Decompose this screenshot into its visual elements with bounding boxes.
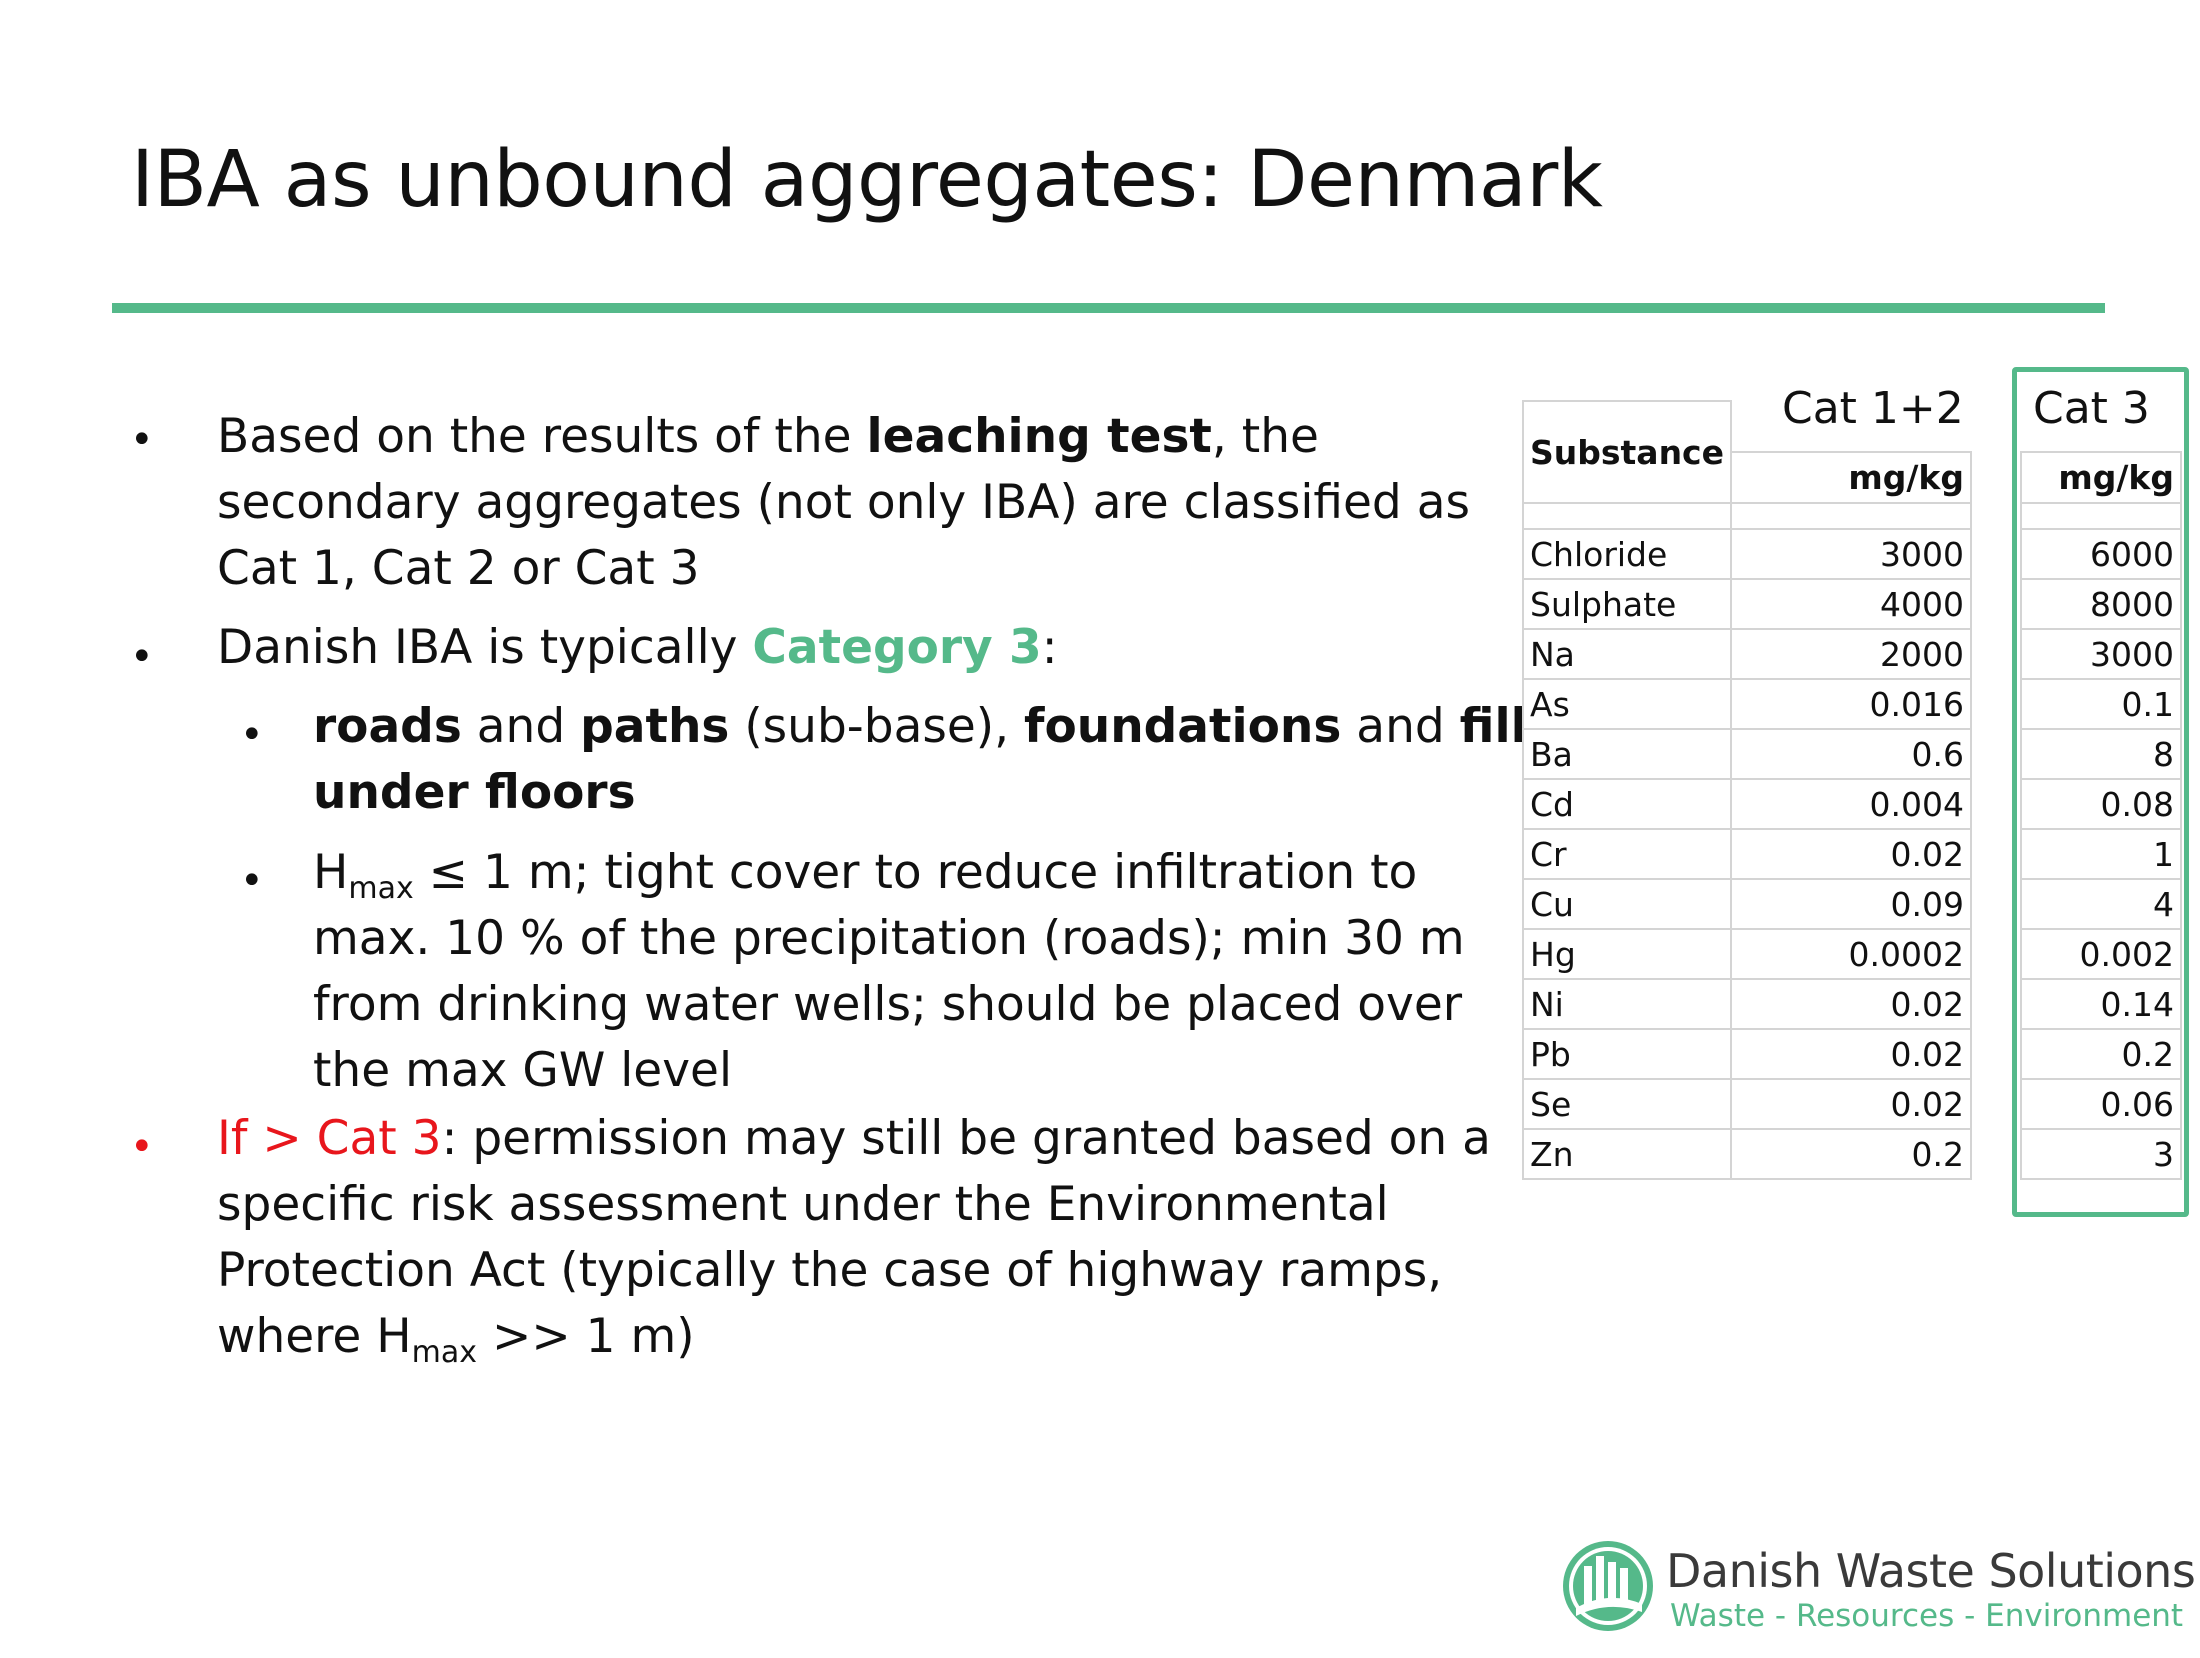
bullet-3-line-4: where $H_{max} >> 1$ m)	[217, 1309, 695, 1370]
cat-3-value: 0.1	[2021, 679, 2181, 729]
cat-3-value: 1	[2021, 829, 2181, 879]
substance-cell: Ni	[1523, 979, 1731, 1029]
cat-3-value: 0.2	[2021, 1029, 2181, 1079]
title-divider	[112, 303, 2105, 313]
logo-tagline: Waste - Resources - Environment	[1670, 1598, 2184, 1634]
bullet-dot: •	[130, 634, 154, 680]
cat-1-2-value: 0.02	[1731, 1029, 1971, 1079]
substance-cell: Se	[1523, 1079, 1731, 1129]
cat-1-2-value: 4000	[1731, 579, 1971, 629]
sub-bullet-2-line-3: from drinking water wells; should be placed over	[313, 977, 1463, 1032]
cat-1-2-value: 0.02	[1731, 979, 1971, 1029]
cat-3-value: 3	[2021, 1129, 2181, 1179]
sub-bullet-2-line-1: $H_{max} \le 1$ m; tight cover to reduce infiltration to	[313, 845, 1418, 906]
danish-waste-solutions-logo-icon	[1560, 1538, 1656, 1634]
leaching-test-emphasis: leaching test	[866, 409, 1212, 464]
cat-1-2-value: 0.2	[1731, 1129, 1971, 1179]
cat-3-heading: Cat 3	[2033, 383, 2150, 434]
bullet-3-line-3: Protection Act (typically the case of highway ramps,	[217, 1243, 1443, 1298]
cat-1-2-value: 0.02	[1731, 1079, 1971, 1129]
sub-bullet-1-line-1: roads and paths (sub-base), foundations and fill	[313, 699, 1527, 754]
cat-1-2-value: 2000	[1731, 629, 1971, 679]
category-3-highlight: Category 3	[752, 620, 1042, 675]
substance-cell: Cr	[1523, 829, 1731, 879]
above-cat-3-warning: If > Cat 3	[217, 1111, 442, 1166]
bullet-1-line-2: secondary aggregates (not only IBA) are classified as	[217, 475, 1470, 530]
substance-cell: Cu	[1523, 879, 1731, 929]
cat-1-2-value: 3000	[1731, 529, 1971, 579]
unit-cat-3: mg/kg	[2021, 452, 2181, 503]
cat-1-2-value: 0.6	[1731, 729, 1971, 779]
sub-bullet-1-line-2: under floors	[313, 765, 636, 820]
substance-cell: Chloride	[1523, 529, 1731, 579]
logo-name: Danish Waste Solutions	[1666, 1544, 2196, 1598]
substance-cell: Ba	[1523, 729, 1731, 779]
cat-3-value: 0.08	[2021, 779, 2181, 829]
cat-1-2-value: 0.016	[1731, 679, 1971, 729]
sub-bullet-dot: •	[240, 858, 264, 904]
unit-cat-1-2: mg/kg	[1731, 452, 1971, 503]
bullet-2-line-1: Danish IBA is typically Category 3:	[217, 620, 1058, 675]
substance-cell: Sulphate	[1523, 579, 1731, 629]
bullet-3-line-2: specific risk assessment under the Environmental	[217, 1177, 1389, 1232]
bullet-3-line-1: If > Cat 3: permission may still be granted based on a	[217, 1111, 1491, 1166]
cat-3-value: 0.002	[2021, 929, 2181, 979]
cat-3-value: 4	[2021, 879, 2181, 929]
cat-1-2-heading: Cat 1+2	[1782, 383, 1964, 434]
substance-cell: Na	[1523, 629, 1731, 679]
cat-1-2-value: 0.0002	[1731, 929, 1971, 979]
sub-bullet-2-line-2: max. 10 % of the precipitation (roads); min 30 m	[313, 911, 1465, 966]
substance-cell: Cd	[1523, 779, 1731, 829]
sub-bullet-dot: •	[240, 712, 264, 758]
substance-cell: As	[1523, 679, 1731, 729]
cat-3-value: 8	[2021, 729, 2181, 779]
cat-1-2-value: 0.09	[1731, 879, 1971, 929]
bullet-dot-red: •	[130, 1124, 154, 1170]
bullet-1-line-1: Based on the results of the leaching test, the	[217, 409, 1319, 464]
cat-3-value: 0.14	[2021, 979, 2181, 1029]
bullet-1-line-3: Cat 1, Cat 2 or Cat 3	[217, 541, 700, 596]
cat-3-value: 8000	[2021, 579, 2181, 629]
sub-bullet-2-line-4: the max GW level	[313, 1043, 733, 1098]
cat-3-value: 6000	[2021, 529, 2181, 579]
cat-1-2-value: 0.004	[1731, 779, 1971, 829]
substance-cell: Pb	[1523, 1029, 1731, 1079]
cat-3-highlight-frame	[2012, 367, 2189, 1217]
substance-cell: Zn	[1523, 1129, 1731, 1179]
cat-1-2-value: 0.02	[1731, 829, 1971, 879]
substance-cell: Hg	[1523, 929, 1731, 979]
bullet-dot: •	[130, 417, 154, 463]
substance-header: Substance	[1523, 401, 1731, 503]
cat-3-value: 3000	[2021, 629, 2181, 679]
slide-title: IBA as unbound aggregates: Denmark	[131, 135, 1603, 225]
cat-3-value: 0.06	[2021, 1079, 2181, 1129]
